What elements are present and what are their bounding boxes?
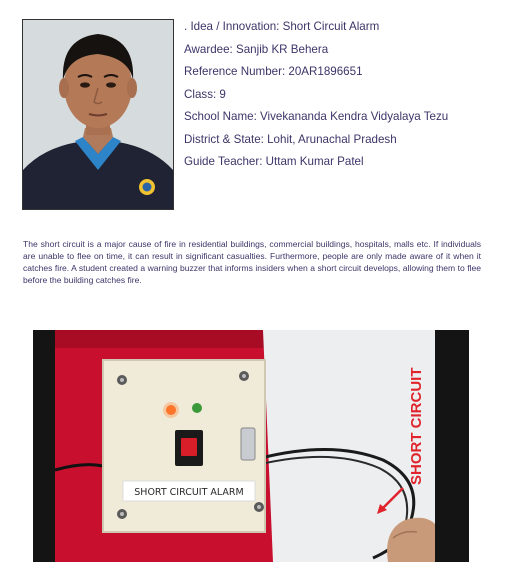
description-paragraph: The short circuit is a major cause of fire in residential buildings, commercial buildings, hospitals, malls etc. If individuals are unable to flee on time, it can result in significant casualties. Furthermore, people are only made aware of it when it catches fire. A student created a warning buzzer that informs insiders when a short circuit develops, allowing them to flee before the building catches fire. [23,239,481,286]
award-details [184,19,494,177]
reference-line: Reference Number: 20AR1896651 [184,65,363,78]
guide-line: Guide Teacher: Uttam Kumar Patel [184,155,364,168]
board-label: SHORT CIRCUIT ALARM [134,487,244,498]
district-line: District & State: Lohit, Arunachal Pradesh [184,132,397,146]
project-photo [33,330,469,562]
class-line: Class: 9 [184,87,226,101]
awardee-line: Awardee: Sanjib KR Behera [184,42,329,56]
student-portrait [22,19,174,210]
school-line: School Name: Vivekananda Kendra Vidyalaya Tezu [184,110,449,123]
short-circuit-label: SHORT CIRCUIT [408,367,425,485]
idea-line: . Idea / Innovation: Short Circuit Alarm [184,20,380,33]
